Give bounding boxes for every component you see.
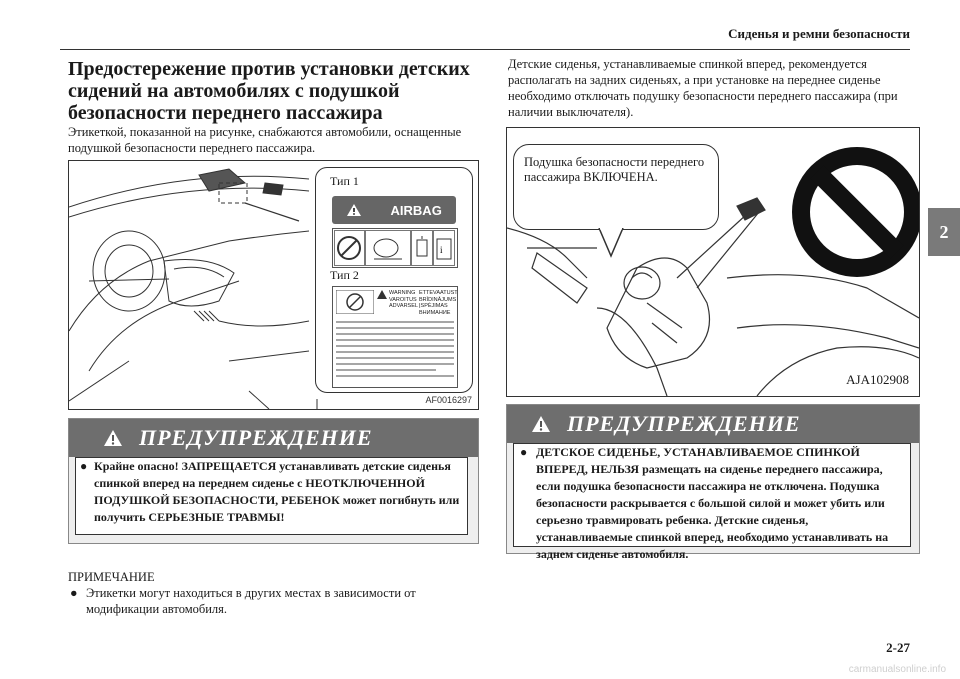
warning-triangle-icon (103, 429, 123, 447)
figure-code: AJA102908 (846, 372, 909, 387)
fine-print-lines (336, 319, 454, 383)
airbag-on-callout: Подушка безопасности переднего пассажира ВКЛЮЧЕНА. (513, 144, 719, 230)
section-title: Предостережение против установки детских сидений на автомобилях с подушкой безопасности переднего пассажира (68, 58, 470, 124)
prohibition-sign (801, 156, 913, 268)
warning-body (513, 443, 911, 561)
warning-text: ДЕТСКОЕ СИДЕНЬЕ, УСТАНАВЛИВАЕМОЕ СПИНКОЙ ВПЕРЕД, НЕЛЬЗЯ размещать на сиденье переднего пассажира, если подушка безопасности пассажира не отключена. Подушка безопасности раскрывается с большой силой и может убить или серьезно травмировать ребенка. Детские сиденья, устанавливаемые спинкой вперед, необходимо устанавливать на заднем сиденье автомобиля. (536, 445, 889, 561)
type2-caption: Тип 2 (330, 268, 359, 282)
child-seat-prohibited-icon (334, 230, 365, 266)
heading-ru: ВНИМАНИЕ (419, 309, 451, 316)
airbag-text: AIRBAG (390, 202, 442, 218)
note-heading: ПРИМЕЧАНИЕ (68, 570, 155, 584)
bullet: ● (70, 586, 78, 600)
warning-box-left (68, 418, 479, 544)
heading-lt: ĮSPĖJIMAS (419, 303, 448, 309)
warning-text: Крайне опасно! ЗАПРЕЩАЕТСЯ устанавливать детские сиденья спинкой вперед на переднем сиденье с НЕОТКЛЮЧЕННОЙ ПОДУШКОЙ БЕЗОПАСНОСТИ, РЕБЕНОК может погибнуть или получить СЕРЬЕЗНЫЕ ТРАВМЫ! (94, 459, 460, 524)
warning-title: ПРЕДУПРЕЖДЕНИЕ (139, 425, 373, 450)
warning-header (69, 419, 478, 457)
airbag-warning-label (332, 196, 456, 224)
warning-title: ПРЕДУПРЕЖДЕНИЕ (567, 411, 801, 436)
info-icon (411, 230, 433, 266)
chapter-tab: 2 (928, 208, 960, 256)
figure-code: AF0016297 (425, 395, 472, 405)
warning-box-right (506, 404, 920, 561)
callout-pointer (597, 228, 637, 258)
page-number: 2-27 (886, 640, 910, 655)
label-types-callout (315, 167, 473, 393)
watermark: carmanualsonline.info (848, 664, 946, 675)
heading-no: ADVARSEL (389, 303, 418, 309)
warning-triangle-icon (377, 290, 387, 299)
warning-header (507, 405, 919, 443)
bullet: ● (80, 459, 88, 473)
multilingual-warning-label (332, 286, 458, 388)
right-intro: Детские сиденья, устанавливаемые спинкой вперед, рекомендуется располагать на задних сиденьях, а при установке на переднее сиденье необходимо отключать подушку безопасности переднего пассажира (при наличии выключателя). (508, 57, 898, 119)
heading-fi: VAROITUS (389, 296, 417, 303)
header-title: Сиденья и ремни безопасности (728, 26, 910, 41)
heading-en: WARNING (389, 290, 416, 296)
warning-body (75, 457, 468, 535)
warning-triangle-icon (346, 203, 362, 217)
heading-et: ETTEVAATUST (419, 290, 458, 296)
note-text: Этикетки могут находиться в других местах в зависимости от модификации автомобиля. (86, 586, 416, 616)
airbag-pictogram-row (332, 228, 458, 268)
heading-lv: BRĪDINĀJUMS (419, 296, 457, 303)
type1-caption: Тип 1 (330, 174, 359, 188)
manual-book-icon (433, 230, 455, 266)
section-intro: Этикеткой, показанной на рисунке, снабжаются автомобили, оснащенные подушкой безопасности переднего пассажира. (68, 125, 462, 155)
header-divider (60, 49, 910, 50)
airbag-deploy-icon (365, 230, 411, 266)
child-seat-prohibited-icon (336, 290, 374, 314)
bullet: ● (520, 445, 528, 459)
label-location-figure (68, 160, 479, 410)
svg-text:i: i (440, 245, 443, 255)
child-seat-figure (506, 127, 920, 397)
warning-triangle-icon (531, 415, 551, 433)
